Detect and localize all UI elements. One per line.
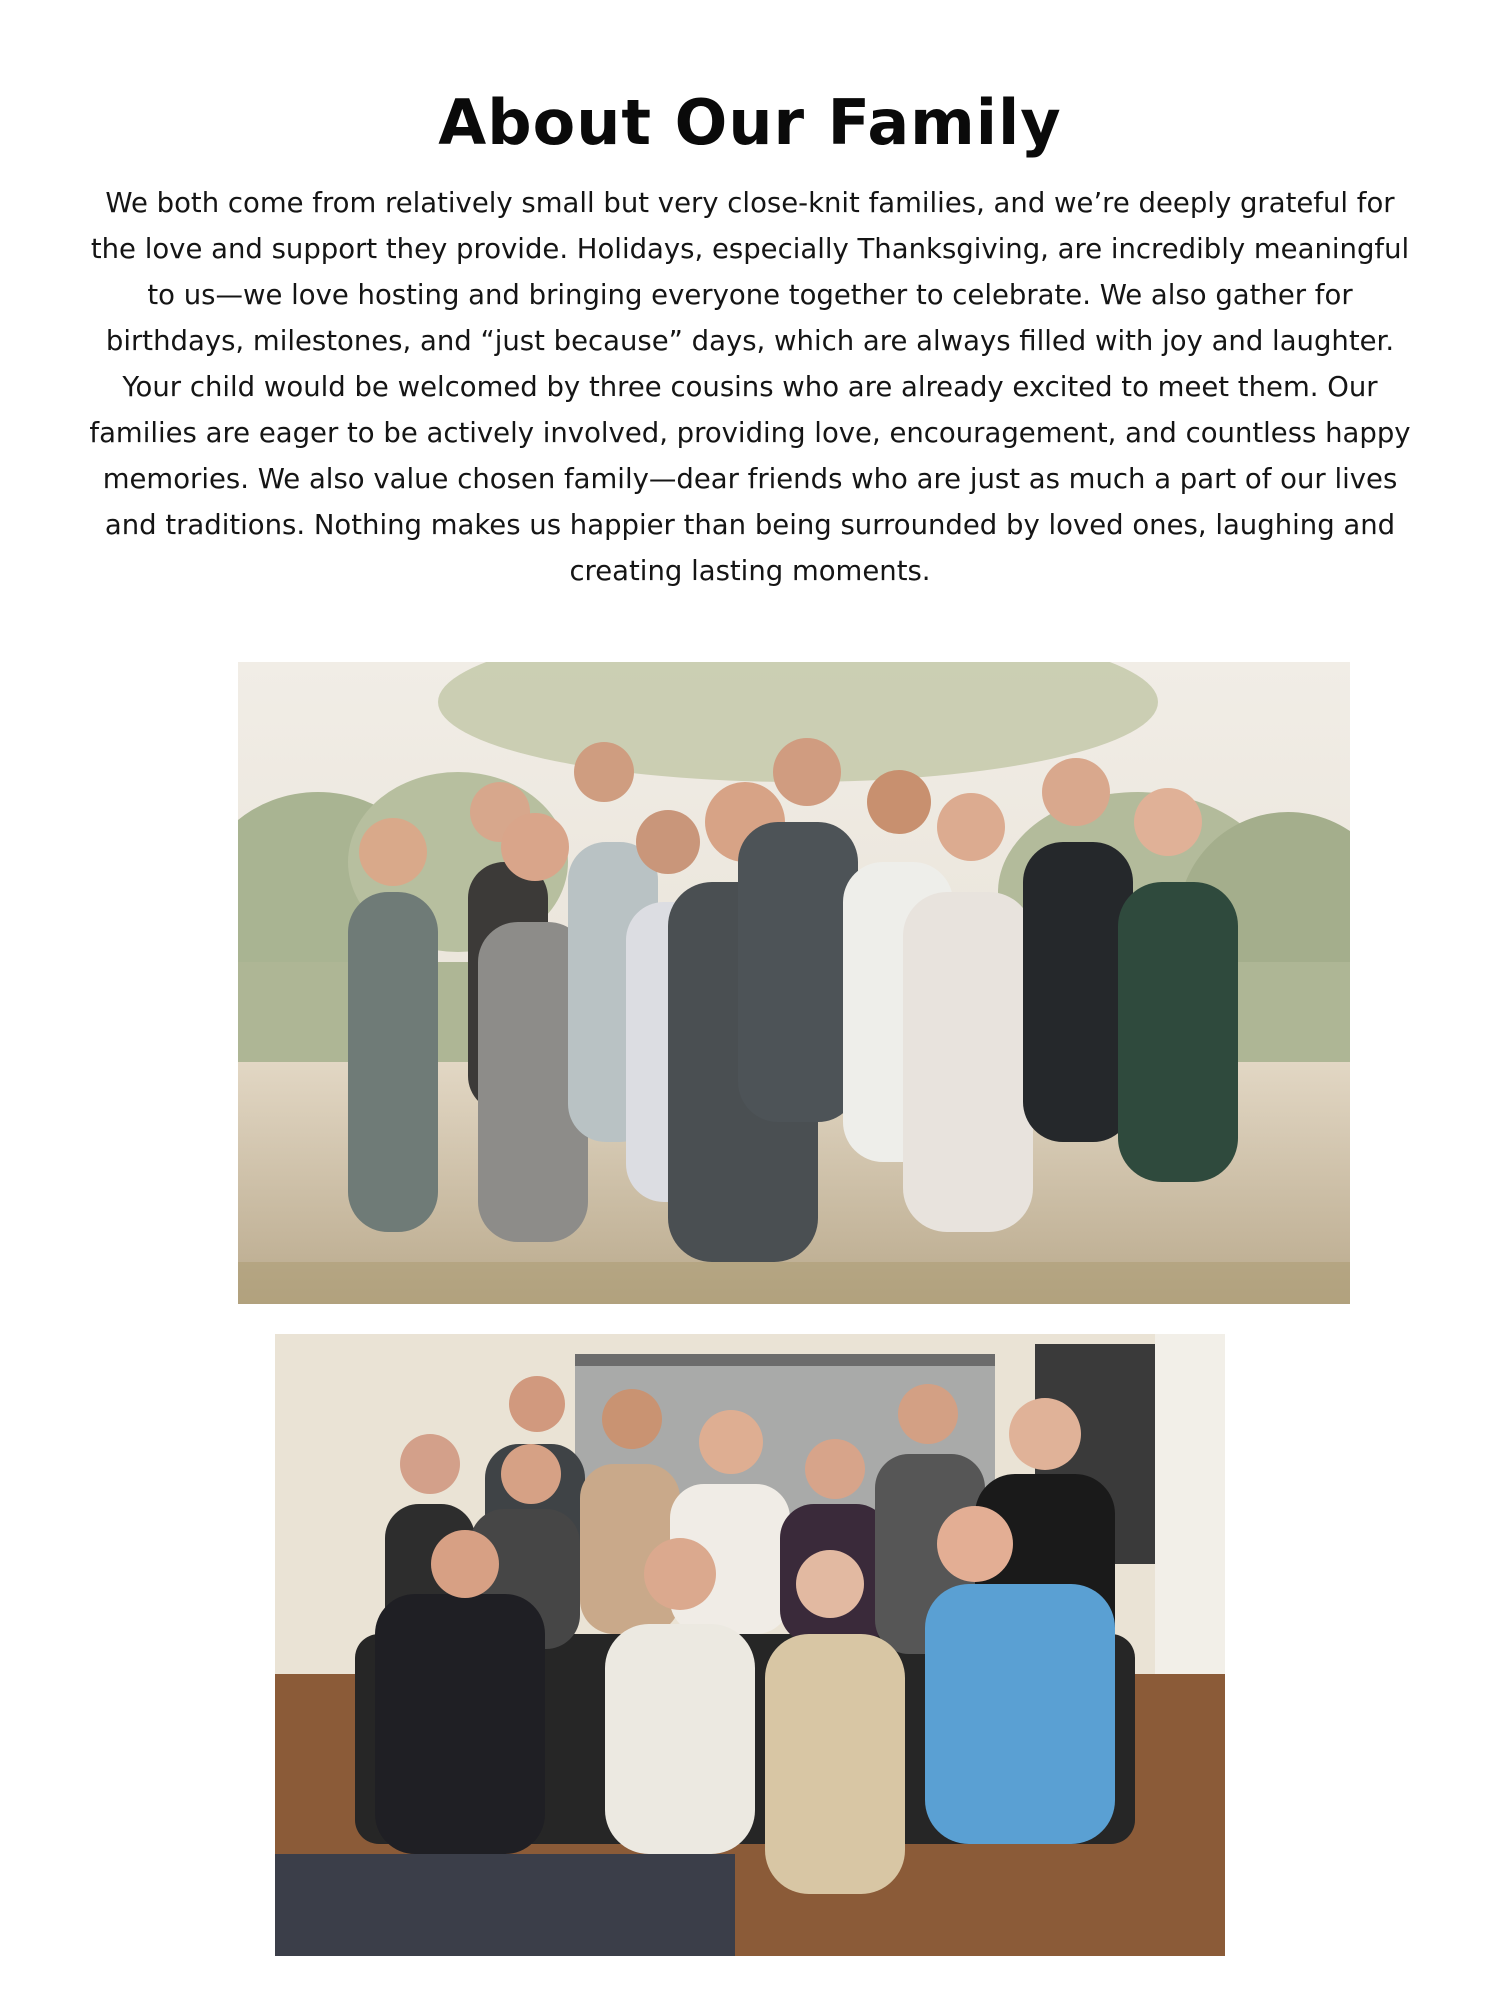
page-title: About Our Family xyxy=(438,85,1062,159)
paragraph-family-holidays: We both come from relatively small but very close-knit families, and we’re deeply grateful for the love and support they provide. Holidays, especially Thanksgiving, are incredibly meaningful to us—we love hosting and bringing everyone together to celebrate. We also gather for birthdays, milestones, and “just because” days, which are always filled with joy and laughter. xyxy=(90,187,1410,357)
intro-text xyxy=(88,180,1412,594)
living-room-family-photo xyxy=(275,1334,1225,1956)
paragraph-cousins-chosen-family: Your child would be welcomed by three cousins who are already excited to meet them. Our families are eager to be actively involved, providing love, encouragement, and countless happy memories. We also value chosen family—dear friends who are just as much a part of our lives and traditions. Nothing makes us happier than being surrounded by loved ones, laughing and creating lasting moments. xyxy=(89,371,1411,587)
outdoor-family-photo xyxy=(238,662,1350,1304)
